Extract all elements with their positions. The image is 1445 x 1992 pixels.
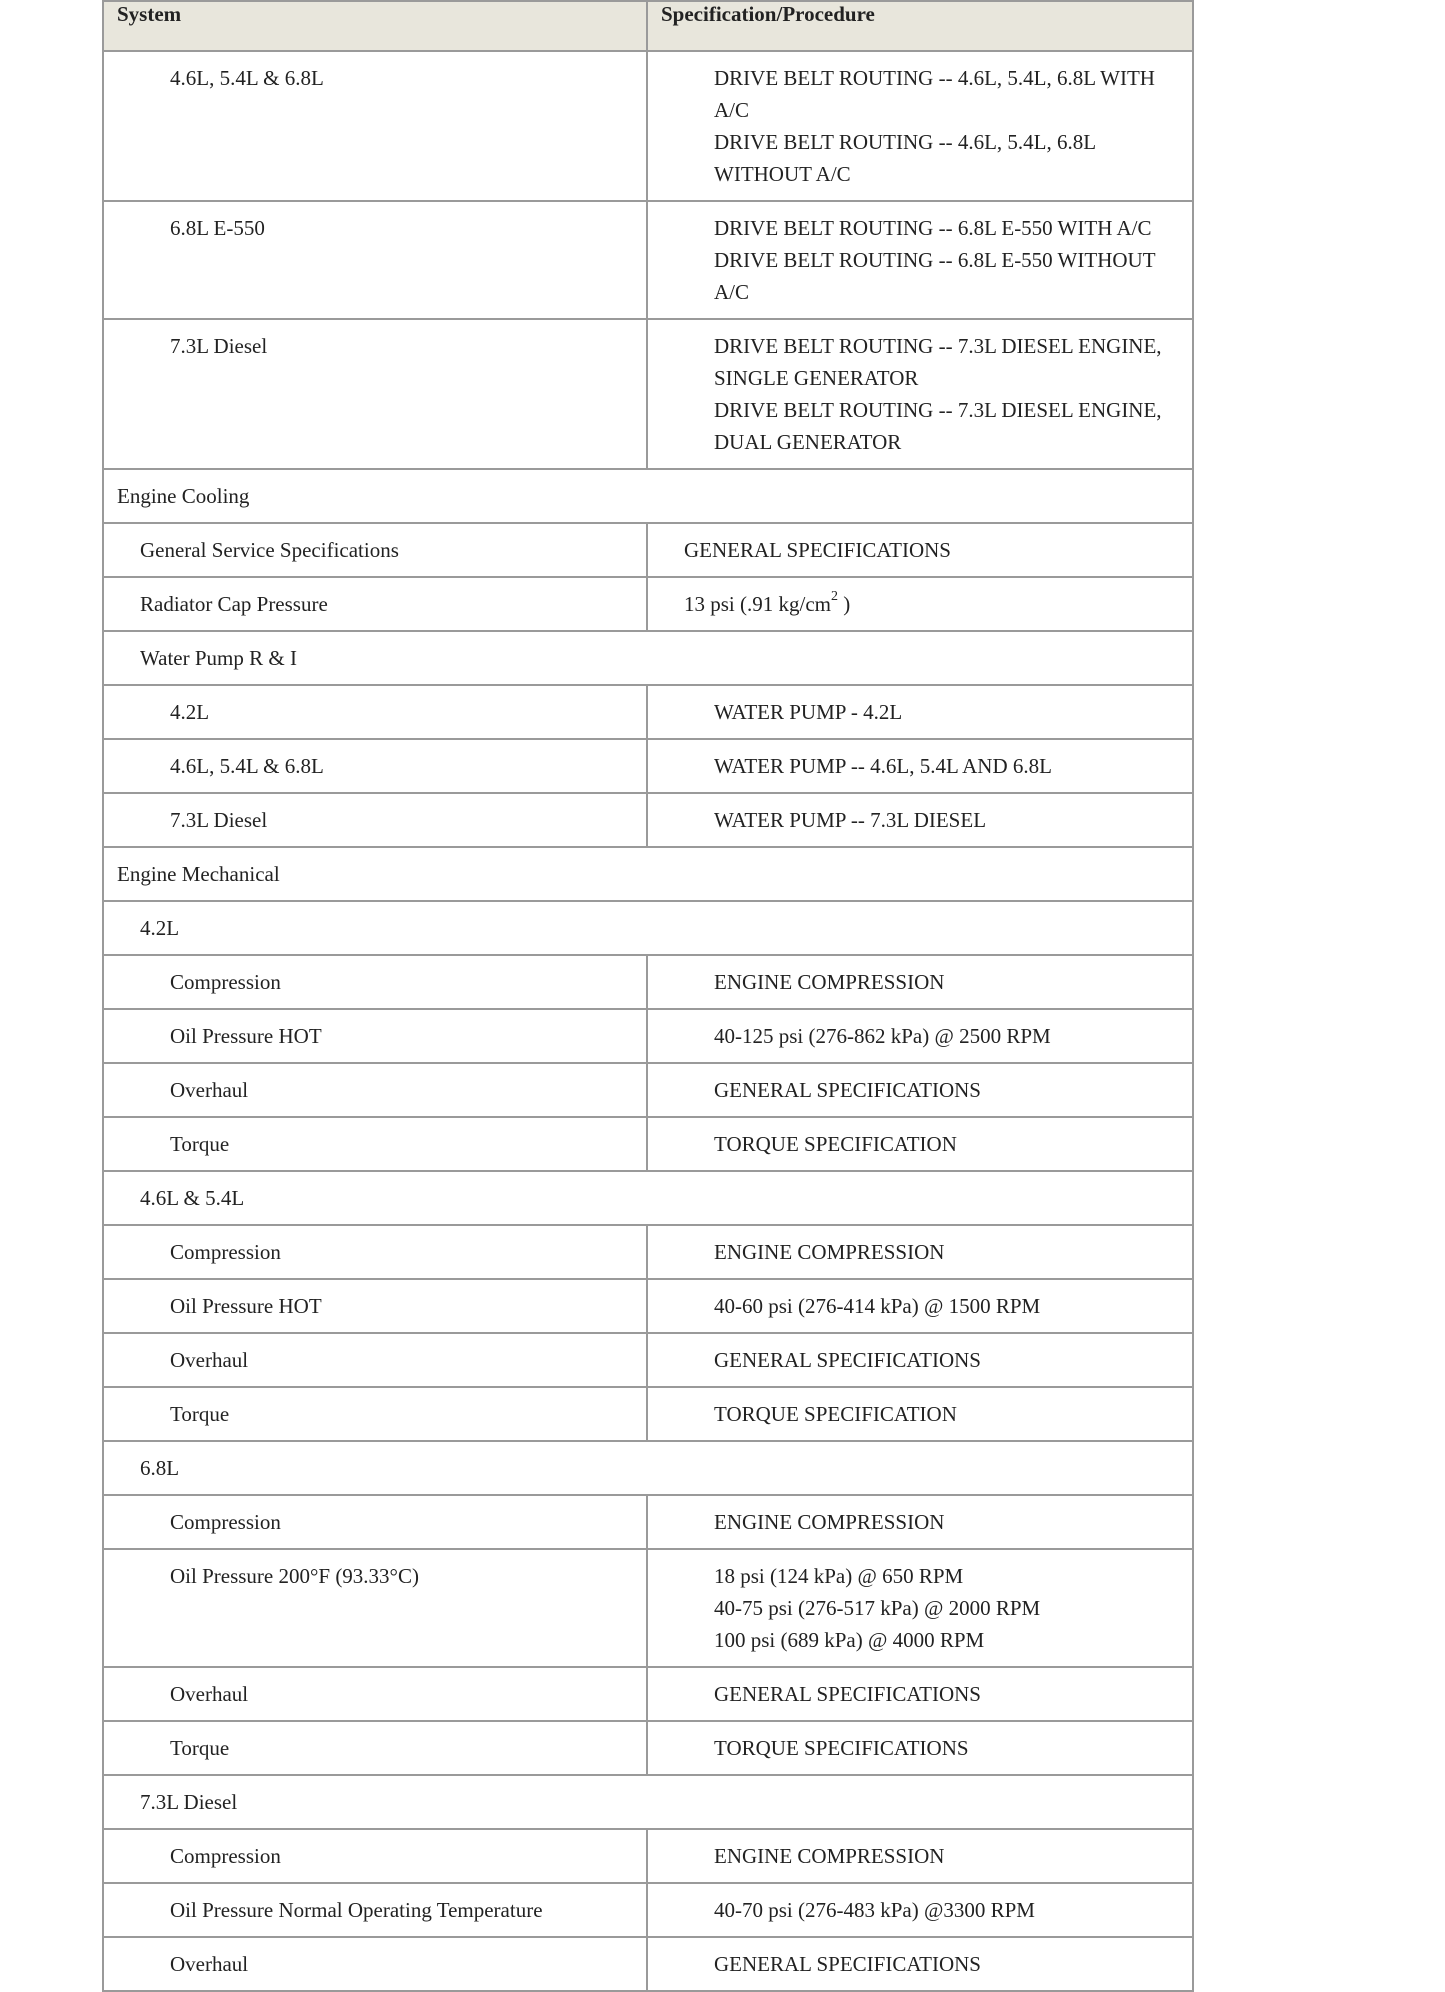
table-row [103,523,1193,577]
spec-cell [647,1721,1193,1775]
spec-cell [647,685,1193,739]
spec-cell [647,1225,1193,1279]
table-row [103,1667,1193,1721]
spec-text: 13 psi (.91 kg/cm [684,592,831,616]
spec-text: DRIVE BELT ROUTING -- 4.6L, 5.4L, 6.8L WITHOUT A/C [714,130,1096,186]
spec-text: 40-60 psi (276-414 kPa) @ 1500 RPM [714,1294,1041,1318]
spec-line [714,62,1179,126]
spec-cell [647,51,1193,201]
system-cell: Compression [103,955,647,1009]
table-row [103,1063,1193,1117]
system-cell: Oil Pressure HOT [103,1279,647,1333]
spec-text: TORQUE SPECIFICATIONS [714,1736,969,1760]
table-row [103,793,1193,847]
specification-table [102,0,1194,1992]
section-label: Water Pump R & I [103,631,1193,685]
section-row [103,1171,1193,1225]
spec-line [684,588,1179,620]
table-row [103,739,1193,793]
spec-cell [647,319,1193,469]
table-row [103,1333,1193,1387]
spec-cell [647,1009,1193,1063]
spec-text: DRIVE BELT ROUTING -- 4.6L, 5.4L, 6.8L WITH A/C [714,66,1155,122]
spec-text: ENGINE COMPRESSION [714,1510,945,1534]
table-body [103,51,1193,1991]
spec-line [714,330,1179,394]
system-cell: 4.2L [103,685,647,739]
spec-cell [647,1937,1193,1991]
spec-cell [647,1667,1193,1721]
spec-line [714,804,1179,836]
spec-line [714,1592,1179,1624]
system-cell: Torque [103,1117,647,1171]
system-cell: Compression [103,1225,647,1279]
table-row [103,1009,1193,1063]
spec-line [714,126,1179,190]
system-cell: Oil Pressure 200°F (93.33°C) [103,1549,647,1667]
system-cell: 4.6L, 5.4L & 6.8L [103,51,647,201]
spec-text: DRIVE BELT ROUTING -- 6.8L E-550 WITHOUT A/C [714,248,1156,304]
spec-line [714,212,1179,244]
system-cell: Overhaul [103,1937,647,1991]
spec-cell [647,1549,1193,1667]
spec-cell [647,739,1193,793]
system-cell: Torque [103,1721,647,1775]
spec-text: 100 psi (689 kPa) @ 4000 RPM [714,1628,985,1652]
table-row [103,1937,1193,1991]
section-label: 6.8L [103,1441,1193,1495]
table-row [103,51,1193,201]
spec-text: 18 psi (124 kPa) @ 650 RPM [714,1564,964,1588]
table-row [103,1279,1193,1333]
section-row [103,901,1193,955]
spec-line [714,394,1179,458]
spec-cell [647,1829,1193,1883]
spec-text: ENGINE COMPRESSION [714,1240,945,1264]
system-cell: 4.6L, 5.4L & 6.8L [103,739,647,793]
spec-suffix: ) [838,592,851,616]
spec-line [714,1678,1179,1710]
spec-line [714,1840,1179,1872]
spec-line [714,1732,1179,1764]
table-header [103,1,1193,51]
system-cell: Oil Pressure HOT [103,1009,647,1063]
spec-cell [647,1883,1193,1937]
spec-line [714,1128,1179,1160]
system-column-header: System [103,1,647,51]
spec-text: WATER PUMP - 4.2L [714,700,903,724]
table-row [103,1117,1193,1171]
spec-line [714,966,1179,998]
table-row [103,1829,1193,1883]
spec-text: GENERAL SPECIFICATIONS [714,1952,981,1976]
spec-text: DRIVE BELT ROUTING -- 6.8L E-550 WITH A/C [714,216,1152,240]
spec-cell [647,1333,1193,1387]
system-cell: General Service Specifications [103,523,647,577]
spec-line [714,1290,1179,1322]
table-row [103,201,1193,319]
table-row [103,1549,1193,1667]
section-row [103,847,1193,901]
spec-line [714,244,1179,308]
spec-cell [647,1495,1193,1549]
table-row [103,1721,1193,1775]
spec-text: GENERAL SPECIFICATIONS [714,1348,981,1372]
section-row [103,1775,1193,1829]
system-cell: Torque [103,1387,647,1441]
spec-cell [647,1279,1193,1333]
section-label: 4.6L & 5.4L [103,1171,1193,1225]
system-cell: 6.8L E-550 [103,201,647,319]
system-cell: Oil Pressure Normal Operating Temperature [103,1883,647,1937]
system-cell: Overhaul [103,1667,647,1721]
spec-column-header: Specification/Procedure [647,1,1193,51]
spec-cell [647,201,1193,319]
header-row [103,1,1193,51]
table-row [103,1387,1193,1441]
spec-line [714,1560,1179,1592]
system-cell: Overhaul [103,1333,647,1387]
spec-line [714,1506,1179,1538]
spec-cell [647,577,1193,631]
spec-text: ENGINE COMPRESSION [714,1844,945,1868]
spec-text: GENERAL SPECIFICATIONS [684,538,951,562]
spec-text: TORQUE SPECIFICATION [714,1402,957,1426]
spec-cell [647,1387,1193,1441]
system-cell: Compression [103,1495,647,1549]
spec-cell [647,1117,1193,1171]
spec-text: GENERAL SPECIFICATIONS [714,1682,981,1706]
spec-cell [647,1063,1193,1117]
spec-text: 40-125 psi (276-862 kPa) @ 2500 RPM [714,1024,1051,1048]
spec-line [714,1236,1179,1268]
spec-cell [647,955,1193,1009]
section-label: Engine Cooling [103,469,1193,523]
section-label: 4.2L [103,901,1193,955]
section-row [103,631,1193,685]
table-row [103,685,1193,739]
table-row [103,1495,1193,1549]
spec-text: ENGINE COMPRESSION [714,970,945,994]
table-row [103,1225,1193,1279]
section-label: 7.3L Diesel [103,1775,1193,1829]
system-cell: Overhaul [103,1063,647,1117]
spec-cell [647,793,1193,847]
spec-line [684,534,1179,566]
spec-line [714,750,1179,782]
spec-line [714,1624,1179,1656]
section-row [103,469,1193,523]
table-row [103,1883,1193,1937]
system-cell: 7.3L Diesel [103,319,647,469]
spec-text: GENERAL SPECIFICATIONS [714,1078,981,1102]
section-row [103,1441,1193,1495]
section-label: Engine Mechanical [103,847,1193,901]
spec-text: 40-75 psi (276-517 kPa) @ 2000 RPM [714,1596,1041,1620]
superscript: 2 [831,589,838,604]
spec-cell [647,523,1193,577]
spec-line [714,1948,1179,1980]
spec-text: DRIVE BELT ROUTING -- 7.3L DIESEL ENGINE, DUAL GENERATOR [714,398,1162,454]
table-row [103,955,1193,1009]
spec-line [714,1074,1179,1106]
spec-text: 40-70 psi (276-483 kPa) @3300 RPM [714,1898,1035,1922]
table-row [103,319,1193,469]
spec-text: DRIVE BELT ROUTING -- 7.3L DIESEL ENGINE, SINGLE GENERATOR [714,334,1162,390]
spec-text: WATER PUMP -- 4.6L, 5.4L AND 6.8L [714,754,1052,778]
spec-line [714,1894,1179,1926]
system-cell: 7.3L Diesel [103,793,647,847]
spec-line [714,1398,1179,1430]
spec-line [714,696,1179,728]
system-cell: Compression [103,1829,647,1883]
spec-text: WATER PUMP -- 7.3L DIESEL [714,808,987,832]
spec-line [714,1020,1179,1052]
table-row [103,577,1193,631]
spec-line [714,1344,1179,1376]
spec-text: TORQUE SPECIFICATION [714,1132,957,1156]
system-cell: Radiator Cap Pressure [103,577,647,631]
